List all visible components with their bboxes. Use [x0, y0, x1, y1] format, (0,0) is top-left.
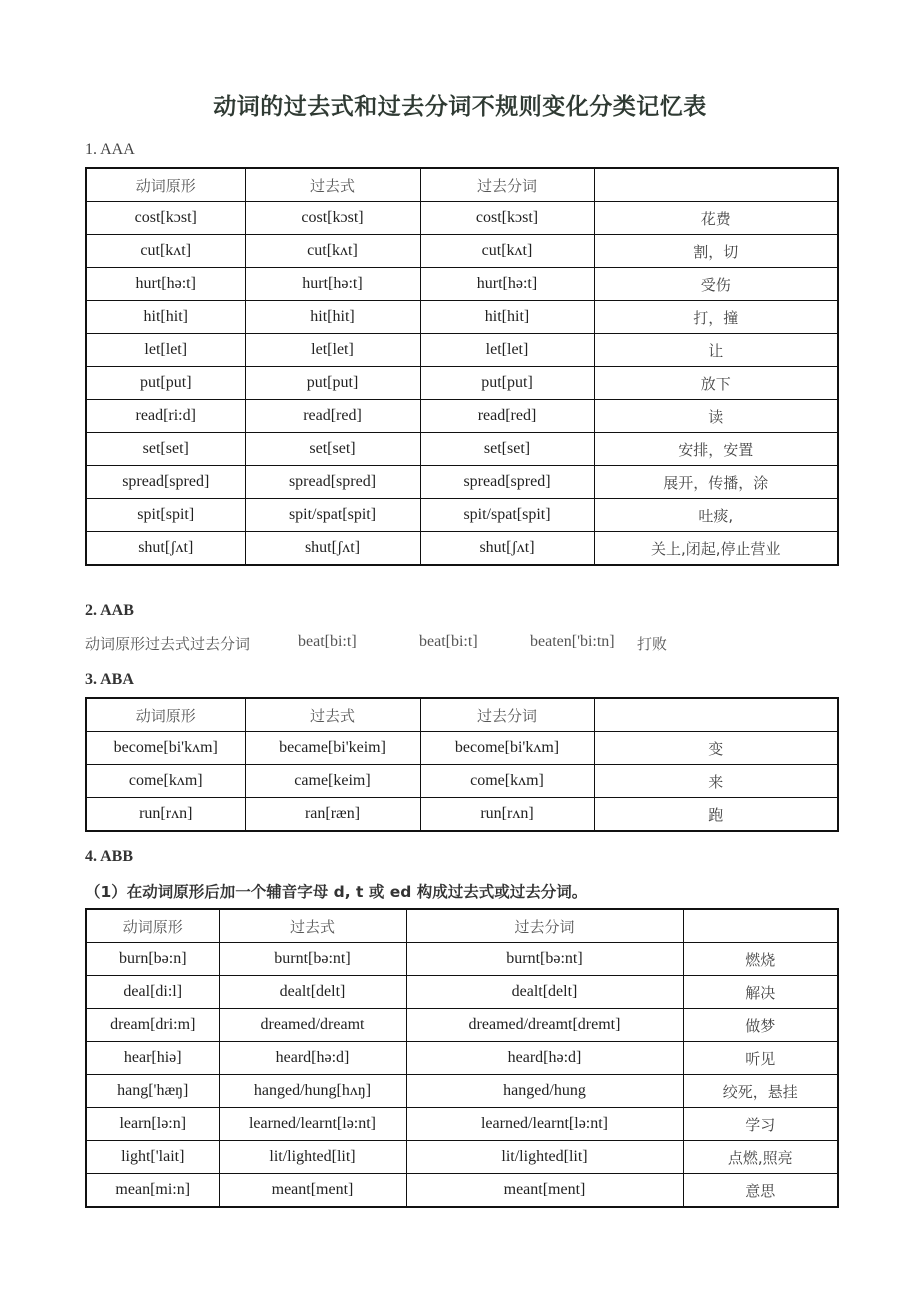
- header-base-form: 动词原形: [86, 168, 245, 202]
- meaning-cell: 燃烧: [683, 943, 838, 976]
- past-tense-cell: hurt[hə:t]: [245, 268, 420, 301]
- meaning-cell: 割，切: [594, 235, 838, 268]
- past-participle-cell: set[set]: [420, 433, 594, 466]
- header-base-form: 动词原形: [86, 698, 245, 732]
- past-tense-cell: meant[ment]: [219, 1174, 406, 1208]
- meaning-cell: 读: [594, 400, 838, 433]
- meaning-cell: 打，撞: [594, 301, 838, 334]
- past-participle-cell: dealt[delt]: [406, 976, 683, 1009]
- section-heading-aba: 3. ABA: [85, 671, 134, 688]
- meaning-cell: 关上,闭起,停止营业: [594, 532, 838, 566]
- past-participle-cell: spit/spat[spit]: [420, 499, 594, 532]
- past-tense-cell: cost[kɔst]: [245, 202, 420, 235]
- aab-participle-form: beaten['bi:tn]: [530, 633, 615, 650]
- past-participle-cell: shut[ʃʌt]: [420, 532, 594, 566]
- table-row: [86, 1009, 838, 1042]
- header-past-tense: 过去式: [245, 698, 420, 732]
- past-participle-cell: come[kʌm]: [420, 765, 594, 798]
- past-tense-cell: let[let]: [245, 334, 420, 367]
- aab-base-form: beat[bi:t]: [298, 633, 357, 650]
- aaa-table: [85, 167, 839, 566]
- meaning-cell: 花费: [594, 202, 838, 235]
- meaning-cell: 做梦: [683, 1009, 838, 1042]
- table-header-row: [86, 909, 838, 943]
- past-tense-cell: lit/lighted[lit]: [219, 1141, 406, 1174]
- table-row: [86, 1075, 838, 1108]
- table-row: [86, 1141, 838, 1174]
- table-row: [86, 499, 838, 532]
- header-past-participle: 过去分词: [420, 168, 594, 202]
- past-participle-cell: run[rʌn]: [420, 798, 594, 832]
- base-form-cell: hurt[hə:t]: [86, 268, 245, 301]
- table-row: [86, 433, 838, 466]
- past-tense-cell: spread[spred]: [245, 466, 420, 499]
- section-heading-aab: 2. AAB: [85, 602, 134, 619]
- past-participle-cell: heard[hə:d]: [406, 1042, 683, 1075]
- meaning-cell: 绞死，悬挂: [683, 1075, 838, 1108]
- past-tense-cell: dealt[delt]: [219, 976, 406, 1009]
- past-tense-cell: set[set]: [245, 433, 420, 466]
- meaning-cell: 跑: [594, 798, 838, 832]
- base-form-cell: put[put]: [86, 367, 245, 400]
- base-form-cell: cut[kʌt]: [86, 235, 245, 268]
- past-tense-cell: ran[ræn]: [245, 798, 420, 832]
- base-form-cell: let[let]: [86, 334, 245, 367]
- past-participle-cell: learned/learnt[lə:nt]: [406, 1108, 683, 1141]
- meaning-cell: 点燃,照亮: [683, 1141, 838, 1174]
- past-tense-cell: burnt[bə:nt]: [219, 943, 406, 976]
- meaning-cell: 意思: [683, 1174, 838, 1208]
- abb-rule-note: （1）在动词原形后加一个辅音字母 d, t 或 ed 构成过去式或过去分词。: [85, 883, 588, 901]
- header-meaning: [594, 698, 838, 732]
- header-past-tense: 过去式: [219, 909, 406, 943]
- base-form-cell: come[kʌm]: [86, 765, 245, 798]
- past-tense-cell: hit[hit]: [245, 301, 420, 334]
- past-tense-cell: heard[hə:d]: [219, 1042, 406, 1075]
- table-row: [86, 765, 838, 798]
- table-row: [86, 1174, 838, 1208]
- meaning-cell: 来: [594, 765, 838, 798]
- header-past-tense: 过去式: [245, 168, 420, 202]
- aab-meaning: 打败: [637, 635, 668, 653]
- past-participle-cell: spread[spred]: [420, 466, 594, 499]
- past-tense-cell: dreamed/dreamt: [219, 1009, 406, 1042]
- header-meaning: [594, 168, 838, 202]
- past-tense-cell: became[bi'keim]: [245, 732, 420, 765]
- past-participle-cell: cost[kɔst]: [420, 202, 594, 235]
- past-participle-cell: become[bi'kʌm]: [420, 732, 594, 765]
- section-heading-aaa: 1. AAA: [85, 141, 135, 158]
- meaning-cell: 听见: [683, 1042, 838, 1075]
- base-form-cell: set[set]: [86, 433, 245, 466]
- section-heading-abb: 4. ABB: [85, 848, 134, 865]
- table-row: [86, 1042, 838, 1075]
- past-tense-cell: spit/spat[spit]: [245, 499, 420, 532]
- base-form-cell: read[ri:d]: [86, 400, 245, 433]
- base-form-cell: spit[spit]: [86, 499, 245, 532]
- past-participle-cell: hanged/hung: [406, 1075, 683, 1108]
- aab-label: 动词原形过去式过去分词: [85, 635, 251, 653]
- abb-table: [85, 908, 839, 1208]
- base-form-cell: learn[lə:n]: [86, 1108, 219, 1141]
- past-participle-cell: let[let]: [420, 334, 594, 367]
- base-form-cell: hang['hæŋ]: [86, 1075, 219, 1108]
- base-form-cell: run[rʌn]: [86, 798, 245, 832]
- base-form-cell: shut[ʃʌt]: [86, 532, 245, 566]
- table-row: [86, 466, 838, 499]
- meaning-cell: 展开，传播，涂: [594, 466, 838, 499]
- table-row: [86, 334, 838, 367]
- past-tense-cell: read[red]: [245, 400, 420, 433]
- past-participle-cell: cut[kʌt]: [420, 235, 594, 268]
- meaning-cell: 吐痰,: [594, 499, 838, 532]
- aba-table: [85, 697, 839, 832]
- table-row: [86, 732, 838, 765]
- past-tense-cell: came[keim]: [245, 765, 420, 798]
- base-form-cell: mean[mi:n]: [86, 1174, 219, 1208]
- table-header-row: [86, 698, 838, 732]
- base-form-cell: light['lait]: [86, 1141, 219, 1174]
- past-participle-cell: dreamed/dreamt[dremt]: [406, 1009, 683, 1042]
- meaning-cell: 学习: [683, 1108, 838, 1141]
- past-tense-cell: shut[ʃʌt]: [245, 532, 420, 566]
- table-row: [86, 943, 838, 976]
- base-form-cell: hit[hit]: [86, 301, 245, 334]
- table-row: [86, 400, 838, 433]
- past-tense-cell: cut[kʌt]: [245, 235, 420, 268]
- past-participle-cell: lit/lighted[lit]: [406, 1141, 683, 1174]
- past-tense-cell: put[put]: [245, 367, 420, 400]
- base-form-cell: deal[di:l]: [86, 976, 219, 1009]
- base-form-cell: cost[kɔst]: [86, 202, 245, 235]
- past-participle-cell: put[put]: [420, 367, 594, 400]
- past-participle-cell: hit[hit]: [420, 301, 594, 334]
- base-form-cell: become[bi'kʌm]: [86, 732, 245, 765]
- header-past-participle: 过去分词: [406, 909, 683, 943]
- table-row: [86, 268, 838, 301]
- aab-past-form: beat[bi:t]: [419, 633, 478, 650]
- base-form-cell: burn[bə:n]: [86, 943, 219, 976]
- table-row: [86, 532, 838, 566]
- table-row: [86, 235, 838, 268]
- table-row: [86, 301, 838, 334]
- meaning-cell: 让: [594, 334, 838, 367]
- past-tense-cell: learned/learnt[lə:nt]: [219, 1108, 406, 1141]
- meaning-cell: 受伤: [594, 268, 838, 301]
- meaning-cell: 变: [594, 732, 838, 765]
- header-past-participle: 过去分词: [420, 698, 594, 732]
- past-tense-cell: hanged/hung[hʌŋ]: [219, 1075, 406, 1108]
- meaning-cell: 放下: [594, 367, 838, 400]
- base-form-cell: dream[dri:m]: [86, 1009, 219, 1042]
- header-base-form: 动词原形: [86, 909, 219, 943]
- base-form-cell: hear[hiə]: [86, 1042, 219, 1075]
- past-participle-cell: meant[ment]: [406, 1174, 683, 1208]
- header-meaning: [683, 909, 838, 943]
- past-participle-cell: hurt[hə:t]: [420, 268, 594, 301]
- past-participle-cell: read[red]: [420, 400, 594, 433]
- table-row: [86, 798, 838, 832]
- meaning-cell: 安排，安置: [594, 433, 838, 466]
- table-row: [86, 367, 838, 400]
- base-form-cell: spread[spred]: [86, 466, 245, 499]
- table-header-row: [86, 168, 838, 202]
- meaning-cell: 解决: [683, 976, 838, 1009]
- table-row: [86, 976, 838, 1009]
- page-title: 动词的过去式和过去分词不规则变化分类记忆表: [213, 94, 707, 120]
- table-row: [86, 202, 838, 235]
- table-row: [86, 1108, 838, 1141]
- past-participle-cell: burnt[bə:nt]: [406, 943, 683, 976]
